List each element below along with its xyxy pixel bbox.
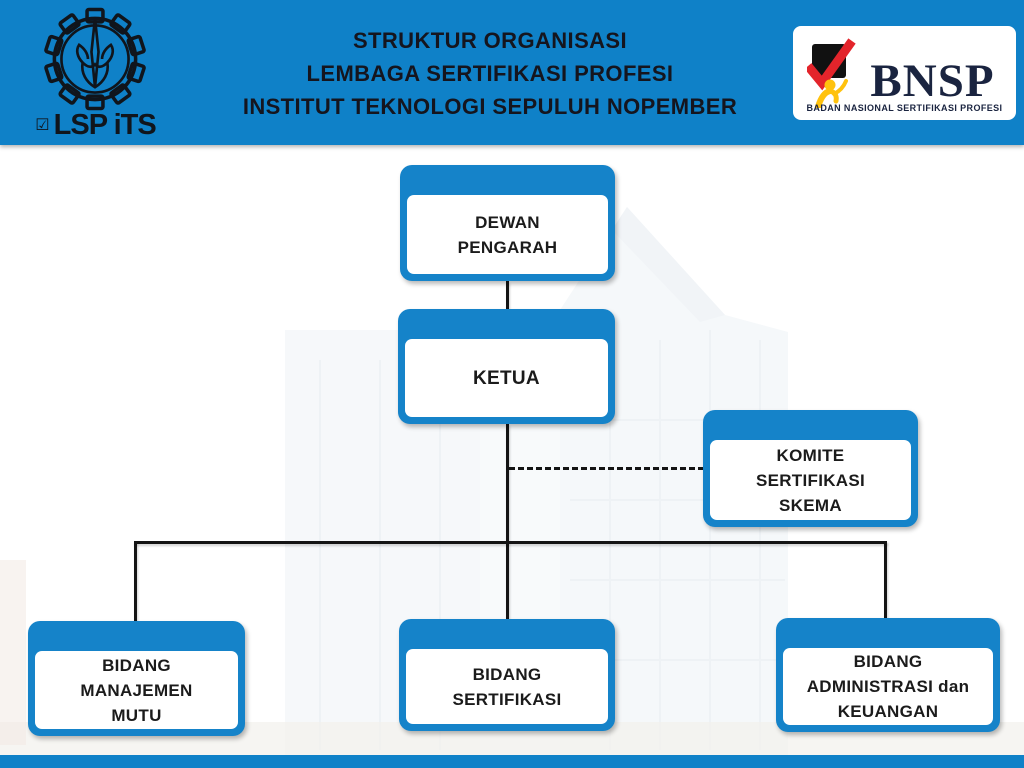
node-line: BIDANG [853, 652, 923, 671]
connector-right-drop [884, 541, 887, 619]
node-line: KEUANGAN [837, 702, 939, 721]
org-node-label [405, 339, 608, 417]
header-band [0, 0, 1024, 145]
bnsp-wordmark: BNSP [870, 55, 995, 107]
node-line: KETUA [473, 367, 540, 389]
node-line: BIDANG [102, 655, 171, 675]
bnsp-mark-icon [807, 36, 857, 108]
org-node-label [406, 649, 608, 724]
footer-band [0, 755, 1024, 768]
node-line: BIDANG [472, 664, 542, 684]
org-node-bidang-administrasi-keuangan [776, 618, 1000, 732]
node-line: ADMINISTRASI dan [806, 677, 970, 696]
connector-horizontal-bar [134, 541, 887, 544]
its-gear-icon [42, 6, 148, 112]
lsp-wordmark: LSP iTS [53, 109, 156, 141]
title-line-3: INSTITUT TEKNOLOGI SEPULUH NOPEMBER [242, 94, 738, 119]
lsp-wordmark-row [28, 109, 163, 142]
checkbox-icon: ☑ [35, 116, 50, 134]
org-node-bidang-sertifikasi [399, 619, 615, 731]
org-node-label [407, 195, 608, 274]
org-node-label [783, 648, 993, 725]
org-node-dewan-pengarah [400, 165, 615, 281]
connector-ketua-komite-dashed [509, 467, 704, 470]
node-line: DEWAN [475, 212, 540, 232]
bnsp-caption: BADAN NASIONAL SERTIFIKASI PROFESI [806, 103, 1003, 113]
connector-ketua-down [506, 424, 509, 622]
title-line-2: LEMBAGA SERTIFIKASI PROFESI [306, 61, 674, 86]
org-node-label [35, 651, 238, 729]
org-node-komite-sertifikasi-skema [703, 410, 918, 527]
slide-title [180, 24, 800, 123]
node-line: SKEMA [779, 495, 842, 515]
connector-left-drop [134, 541, 137, 622]
org-node-label [710, 440, 911, 520]
node-line: KOMITE [776, 445, 845, 465]
node-line: PENGARAH [457, 237, 558, 257]
org-node-bidang-manajemen-mutu [28, 621, 245, 736]
node-line: SERTIFIKASI [452, 689, 562, 709]
node-line: MANAJEMEN [80, 680, 193, 700]
bnsp-logo-card [793, 26, 1016, 120]
connector-dewan-ketua [506, 281, 509, 310]
title-line-1: STRUKTUR ORGANISASI [352, 28, 628, 53]
lsp-its-logo [28, 2, 163, 144]
node-line: SERTIFIKASI [755, 470, 866, 490]
org-node-ketua [398, 309, 615, 424]
node-line: MUTU [111, 705, 162, 725]
